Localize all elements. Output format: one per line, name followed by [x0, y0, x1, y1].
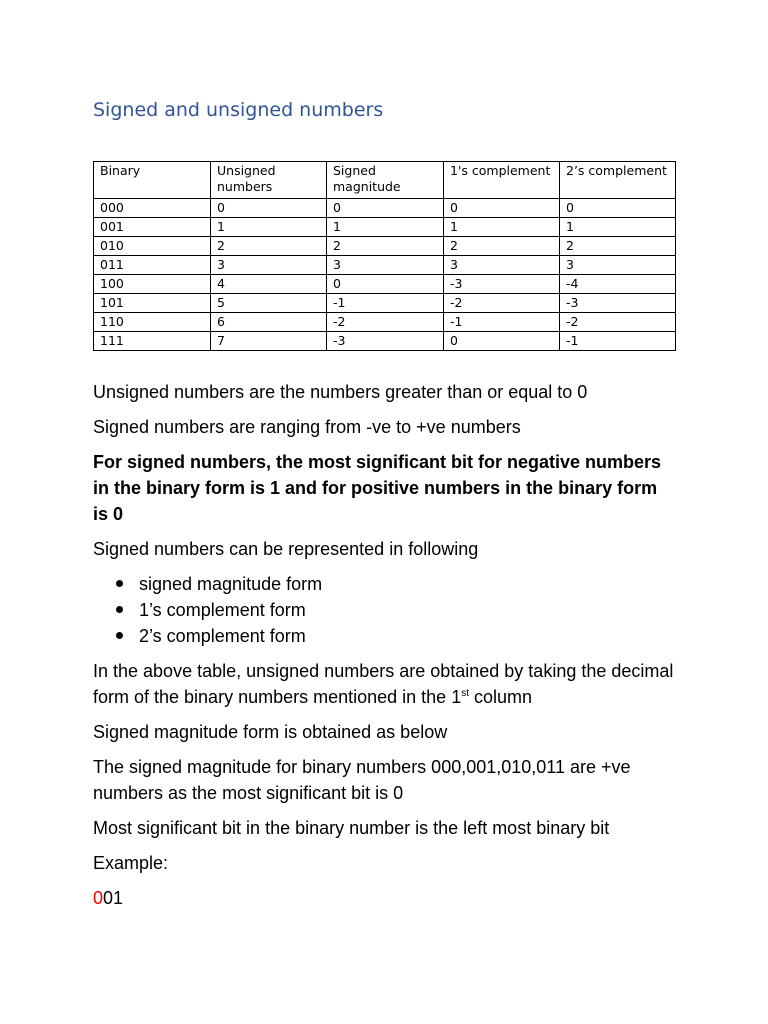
table-cell: 101 [94, 294, 211, 313]
table-cell: 3 [327, 256, 444, 275]
table-cell: 000 [94, 199, 211, 218]
table-row [94, 218, 676, 237]
table-header-row [94, 162, 676, 199]
paragraph-unsigned-definition: Unsigned numbers are the numbers greater than or equal to 0 [93, 382, 588, 402]
table-body [94, 199, 676, 351]
table-header-cell [327, 162, 444, 199]
table-row [94, 237, 676, 256]
table-cell: 0 [444, 332, 560, 351]
table-cell: -1 [444, 313, 560, 332]
paragraph-msb-rule: For signed numbers, the most significant bit for negative numbers in the binary form is 1 and for positive numbers in the binary form is 0 [93, 452, 662, 524]
table-cell: 4 [211, 275, 327, 294]
table-cell: -4 [560, 275, 676, 294]
page-title: Signed and unsigned numbers [93, 99, 384, 121]
table-cell: 0 [327, 199, 444, 218]
table-cell: 3 [211, 256, 327, 275]
list-item [93, 597, 675, 623]
table-cell: 1 [444, 218, 560, 237]
paragraph-example-label: Example: [93, 853, 169, 873]
table-cell: 011 [94, 256, 211, 275]
table-cell: 3 [444, 256, 560, 275]
header-text: 2’s complement [566, 163, 667, 178]
table-cell: 3 [560, 256, 676, 275]
representation-forms-list [93, 571, 675, 649]
table-cell: 2 [444, 237, 560, 256]
header-text: magnitude [333, 179, 401, 194]
bullet-icon [116, 606, 123, 613]
list-item [93, 623, 675, 649]
paragraph-signed-magnitude-positive: The signed magnitude for binary numbers 000,001,010,011 are +ve numbers as the most significant bit is 0 [93, 757, 631, 803]
table-cell: -2 [444, 294, 560, 313]
table-row [94, 332, 676, 351]
table-header-cell [94, 162, 211, 199]
paragraph-msb-definition: Most significant bit in the binary number is the left most binary bit [93, 818, 610, 838]
example-binary-number [93, 885, 675, 911]
table-cell: 2 [211, 237, 327, 256]
list-item-text: 2’s complement form [139, 626, 306, 646]
table-cell: 5 [211, 294, 327, 313]
table-cell: 100 [94, 275, 211, 294]
table-cell: -1 [327, 294, 444, 313]
table-header-cell [444, 162, 560, 199]
table-row [94, 256, 676, 275]
paragraph-representation-intro: Signed numbers can be represented in following [93, 539, 479, 559]
bullet-icon [116, 580, 123, 587]
table-cell: 0 [560, 199, 676, 218]
table-cell: 2 [560, 237, 676, 256]
table-cell: -2 [560, 313, 676, 332]
list-item [93, 571, 675, 597]
table-cell: 0 [211, 199, 327, 218]
table-cell: 111 [94, 332, 211, 351]
table-cell: 1 [211, 218, 327, 237]
paragraph-signed-range: Signed numbers are ranging from -ve to +ve numbers [93, 417, 521, 437]
example-msb-digit: 0 [93, 888, 104, 908]
table-cell: 0 [327, 275, 444, 294]
number-representation-table [93, 161, 676, 351]
table-cell: 010 [94, 237, 211, 256]
table-header-cell [560, 162, 676, 199]
table-cell: 0 [444, 199, 560, 218]
table-note-text: In the above table, unsigned numbers are obtained by taking the decimal form of the binary numbers mentioned in the 1 [93, 661, 674, 707]
table-cell: 110 [94, 313, 211, 332]
table-row [94, 199, 676, 218]
bullet-icon [116, 632, 123, 639]
table-cell: 1 [327, 218, 444, 237]
table-row [94, 275, 676, 294]
table-cell: -1 [560, 332, 676, 351]
table-cell: -3 [560, 294, 676, 313]
table-cell: 7 [211, 332, 327, 351]
ordinal-superscript: st [461, 688, 469, 699]
table-cell: -3 [327, 332, 444, 351]
header-text: 1's complement [450, 163, 551, 178]
header-text: Binary [100, 163, 141, 178]
table-cell: -3 [444, 275, 560, 294]
table-cell: 2 [327, 237, 444, 256]
list-item-text: signed magnitude form [139, 574, 323, 594]
table-header-cell [211, 162, 327, 199]
list-item-text: 1’s complement form [139, 600, 306, 620]
paragraph-table-note [93, 658, 675, 710]
table-cell: 001 [94, 218, 211, 237]
table-note-end: column [468, 687, 533, 707]
example-remaining-digits: 01 [103, 888, 124, 908]
table-cell: 1 [560, 218, 676, 237]
table-cell: -2 [327, 313, 444, 332]
table-row [94, 313, 676, 332]
header-text: Unsigned [217, 163, 276, 178]
header-text: Signed [333, 163, 376, 178]
paragraph-signed-magnitude-obtained: Signed magnitude form is obtained as below [93, 722, 448, 742]
body-text [93, 379, 675, 920]
table-cell: 6 [211, 313, 327, 332]
header-text: numbers [217, 179, 273, 194]
table-row [94, 294, 676, 313]
